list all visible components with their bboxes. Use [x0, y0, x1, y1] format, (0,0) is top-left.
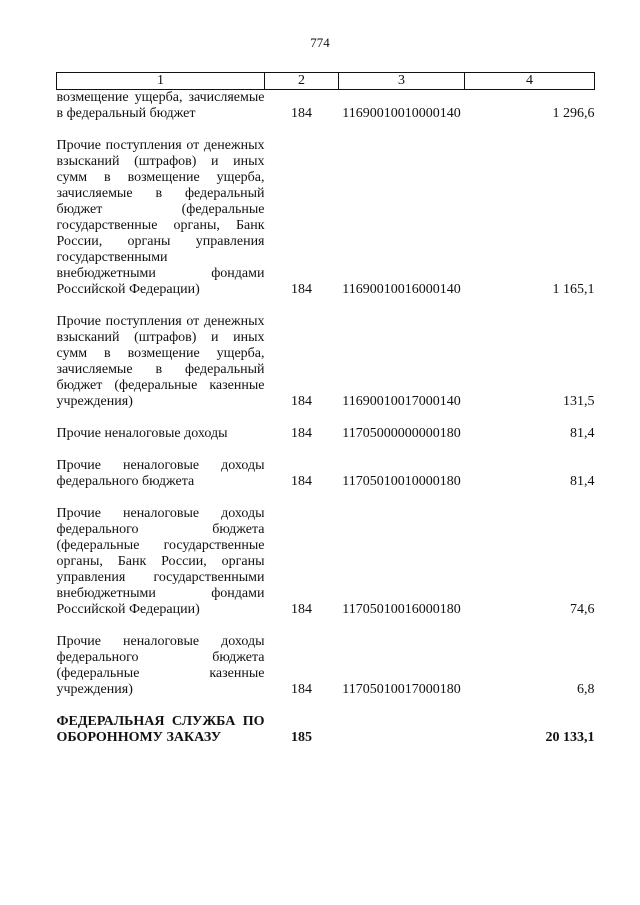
row-budget-code: 11705010017000180 — [342, 682, 461, 697]
total-budget-code — [339, 714, 465, 746]
column-header-1: 1 — [57, 73, 265, 90]
row-amount: 1 296,6 — [552, 106, 595, 121]
column-header-4: 4 — [465, 73, 595, 90]
total-name: ФЕДЕРАЛЬНАЯ СЛУЖБА ПО ОБОРОННОМУ ЗАКАЗУ — [56, 714, 265, 745]
row-budget-code: 11705010010000180 — [342, 474, 461, 489]
table-row — [57, 90, 595, 123]
page-number: 774 — [310, 35, 330, 50]
row-admin-code: 184 — [291, 602, 312, 617]
row-budget-code: 11705010016000180 — [342, 602, 461, 617]
column-header-2: 2 — [265, 73, 339, 90]
row-admin-code: 184 — [291, 426, 312, 441]
row-name: Прочие поступления от денежных взысканий (штрафов) и иных сумм в возмещение ущерба, зачисляемые в федеральный бюджет (федеральные казенные учреждения) — [56, 314, 265, 409]
column-header-3: 3 — [339, 73, 465, 90]
row-name: возмещение ущерба, зачисляемые в федеральный бюджет — [56, 90, 265, 121]
table-row — [57, 138, 595, 298]
total-admin-code: 185 — [291, 730, 312, 745]
table-row — [57, 506, 595, 618]
row-amount: 81,4 — [570, 426, 595, 441]
row-amount: 1 165,1 — [552, 282, 595, 297]
row-admin-code: 184 — [291, 682, 312, 697]
header-row — [57, 73, 595, 90]
table-row — [57, 426, 595, 442]
row-admin-code: 184 — [291, 394, 312, 409]
row-budget-code: 11690010010000140 — [342, 106, 461, 121]
row-name: Прочие неналоговые доходы федерального бюджета — [56, 458, 265, 489]
row-name: Прочие неналоговые доходы — [56, 426, 228, 441]
table-row — [57, 314, 595, 410]
row-budget-code: 11705000000000180 — [342, 426, 461, 441]
row-admin-code: 184 — [291, 474, 312, 489]
total-row — [57, 714, 595, 746]
budget-table-container — [56, 72, 594, 746]
row-amount: 6,8 — [577, 682, 595, 697]
budget-table — [56, 72, 595, 746]
row-amount: 81,4 — [570, 474, 595, 489]
row-budget-code: 11690010017000140 — [342, 394, 461, 409]
row-name: Прочие неналоговые доходы федерального бюджета (федеральные казенные учреждения) — [56, 634, 265, 697]
total-amount: 20 133,1 — [545, 730, 595, 745]
row-name: Прочие поступления от денежных взысканий (штрафов) и иных сумм в возмещение ущерба, зачисляемые в федеральный бюджет (федеральные государственные органы, Банк России, органы управления государственными внебюджетными фондами Российской Федерации) — [56, 138, 265, 297]
row-admin-code: 184 — [291, 282, 312, 297]
table-row — [57, 634, 595, 698]
table-row — [57, 458, 595, 490]
row-name: Прочие неналоговые доходы федерального бюджета (федеральные государственные органы, Банк России, органы управления государственными внебюджетными фондами Российской Федерации) — [56, 506, 265, 617]
row-amount: 74,6 — [570, 602, 595, 617]
row-amount: 131,5 — [563, 394, 595, 409]
row-budget-code: 11690010016000140 — [342, 282, 461, 297]
row-admin-code: 184 — [291, 106, 312, 121]
